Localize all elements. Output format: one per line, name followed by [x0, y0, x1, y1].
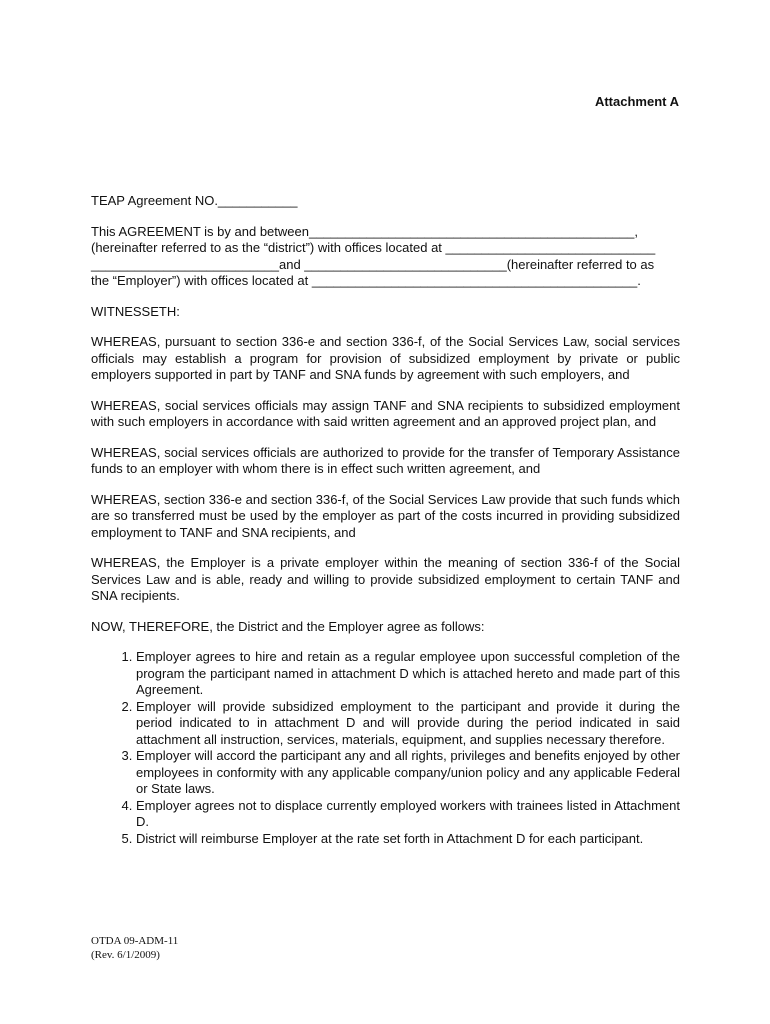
term-item: 1. Employer agrees to hire and retain as a regular employee upon successful completion of the program the participant named in attachment D which is attached hereto and made part of this Agreement. — [136, 649, 680, 699]
terms-list — [91, 649, 680, 847]
whereas-clause: WHEREAS, the Employer is a private employer within the meaning of section 336-f of the Social Services Law and is able, ready and willing to provide subsidized employment to certain TANF and SNA recipients. — [91, 555, 680, 603]
agreement-body — [91, 193, 680, 847]
intro-line: (hereinafter referred to as the “district”) with offices located at _____________________________ — [91, 240, 656, 255]
term-item: 3. Employer will accord the participant any and all rights, privileges and benefits enjoyed by other employees in conformity with any applicable company/union policy and any applicable Federal or State laws. — [136, 748, 680, 798]
whereas-clause: WHEREAS, pursuant to section 336-e and section 336-f, of the Social Services Law, social services officials may establish a program for provision of subsidized employment by private or public employers supported in part by TANF and SNA funds by agreement with such employers, and — [91, 334, 680, 382]
intro-line: the “Employer”) with offices located at _____________________________________________. — [91, 273, 641, 288]
attachment-label: Attachment A — [594, 94, 679, 109]
term-item: 5. District will reimburse Employer at the rate set forth in Attachment D for each participant. — [136, 831, 680, 848]
intro-line: __________________________and ____________________________(hereinafter referred to as — [91, 256, 655, 272]
now-therefore-clause: NOW, THEREFORE, the District and the Employer agree as follows: — [91, 618, 485, 634]
witnesseth-heading: WITNESSETH: — [91, 303, 180, 319]
form-number: OTDA 09-ADM-11 — [91, 935, 179, 947]
page-footer — [91, 934, 178, 962]
whereas-clause: WHEREAS, social services officials may assign TANF and SNA recipients to subsidized employment with such employers in accordance with said written agreement and an approved project plan, and — [91, 397, 680, 429]
whereas-clause: WHEREAS, section 336-e and section 336-f, of the Social Services Law provide that such funds which are so transferred must be used by the employer as part of the costs incurred in providing subsidized employment to TANF and SNA recipients, and — [91, 491, 680, 540]
term-item: 4. Employer agrees not to displace currently employed workers with trainees listed in Attachment D. — [136, 798, 680, 831]
intro-line: This AGREEMENT is by and between_____________________________________________, — [91, 223, 638, 239]
whereas-clause: WHEREAS, social services officials are authorized to provide for the transfer of Temporary Assistance funds to an employer with whom there is in effect such written agreement, and — [91, 444, 680, 476]
revision-date: (Rev. 6/1/2009) — [91, 949, 160, 961]
agreement-number: TEAP Agreement NO.___________ — [91, 193, 298, 208]
agreement-intro — [91, 224, 680, 290]
term-item: 2. Employer will provide subsidized employment to the participant and provide it during the period indicated to in attachment D and will provide during the period indicated in said attachment all instruction, services, materials, equipment, and supplies necessary therefore. — [136, 699, 680, 749]
